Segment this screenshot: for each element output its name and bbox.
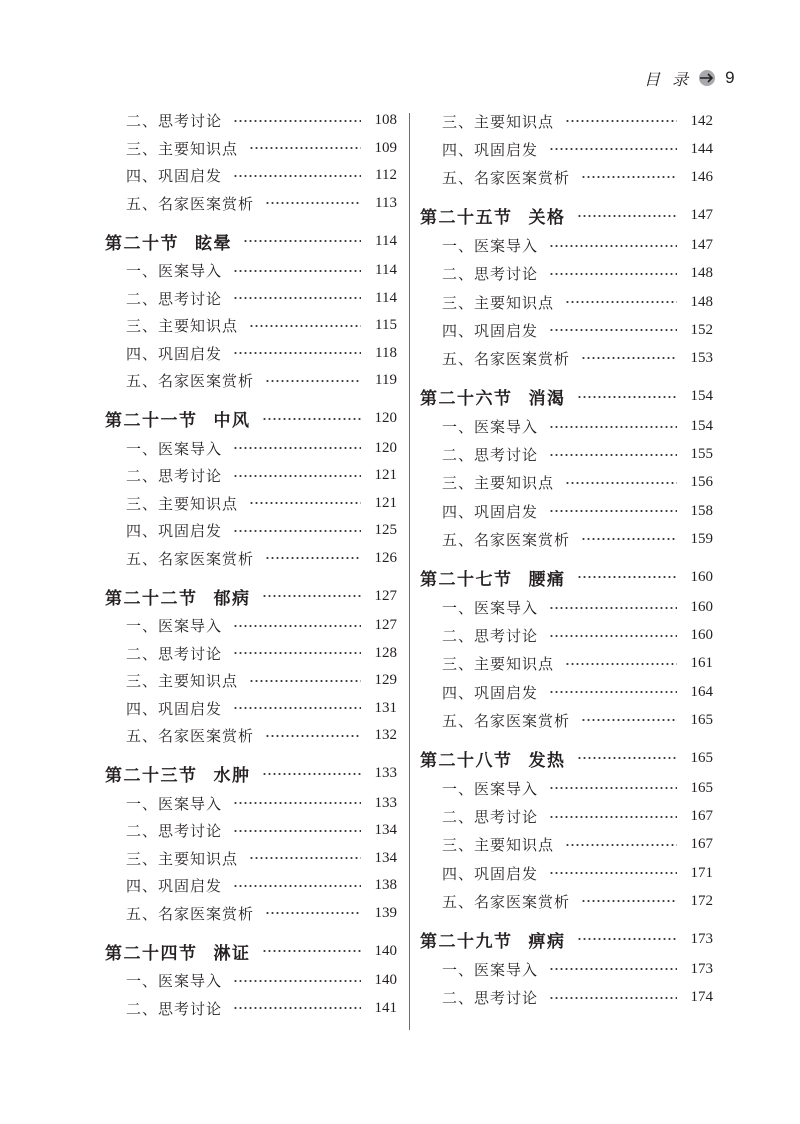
dot-leader <box>565 300 676 304</box>
toc-entry-page: 133 <box>374 794 397 811</box>
dot-leader <box>233 119 360 123</box>
column-divider <box>409 113 410 1030</box>
section-page: 165 <box>690 749 713 766</box>
toc-entry-label: 四、巩固启发 <box>126 699 223 718</box>
section-title: 郁病 <box>213 588 251 609</box>
toc-entry-page: 129 <box>374 672 397 689</box>
toc-section-heading <box>420 742 713 774</box>
toc-entry-page: 159 <box>690 530 713 547</box>
toc-section-heading <box>105 758 397 790</box>
section-page: 173 <box>690 930 713 947</box>
toc-section-heading <box>420 381 713 413</box>
toc-entry-label: 一、医案导入 <box>126 794 223 813</box>
toc-entry-page: 160 <box>690 627 713 644</box>
section-title: 发热 <box>528 750 566 771</box>
section-number: 第二十六节 <box>420 389 513 409</box>
running-header <box>644 67 735 89</box>
dot-leader <box>249 679 360 683</box>
toc-entry-page: 171 <box>690 864 713 881</box>
dot-leader <box>549 996 676 1000</box>
toc-entry-label: 三、主要知识点 <box>442 474 555 493</box>
toc-entry <box>105 462 397 490</box>
toc-entry-label: 五、名家医案赏析 <box>442 168 571 187</box>
toc-entry-label: 二、思考讨论 <box>126 467 223 486</box>
dot-leader <box>233 884 360 888</box>
toc-entry <box>420 344 713 372</box>
toc-entry-page: 134 <box>374 822 397 839</box>
toc-entry-label: 五、名家医案赏析 <box>126 727 255 746</box>
toc-entry-page: 125 <box>374 522 397 539</box>
dot-leader <box>233 529 360 533</box>
dot-leader <box>549 690 676 694</box>
toc-entry-label: 四、巩固启发 <box>442 683 539 702</box>
toc-entry <box>105 612 397 640</box>
dot-leader <box>549 328 676 332</box>
dot-leader <box>549 815 676 819</box>
toc-entry-label: 二、思考讨论 <box>126 112 223 131</box>
toc-section-heading <box>420 200 713 232</box>
toc-entry-page: 172 <box>690 892 713 909</box>
arrow-right-icon <box>697 68 717 88</box>
dot-leader <box>233 651 360 655</box>
dot-leader <box>565 662 676 666</box>
toc-section-heading <box>105 225 397 257</box>
section-number: 第二十七节 <box>420 569 513 590</box>
toc-entry <box>420 678 713 706</box>
section-title: 淋证 <box>213 943 251 964</box>
dot-leader <box>549 425 676 429</box>
section-page: 140 <box>374 942 397 959</box>
toc-entry-label: 四、巩固启发 <box>126 167 223 186</box>
dot-leader <box>265 379 361 383</box>
toc-entry <box>420 650 713 678</box>
toc-entry <box>105 695 397 723</box>
toc-entry-page: 131 <box>374 699 397 716</box>
dot-leader <box>581 537 676 541</box>
page-number: 9 <box>725 68 735 87</box>
toc-entry-label: 四、巩固启发 <box>442 140 539 159</box>
dot-leader <box>549 453 676 457</box>
toc-entry-page: 109 <box>374 139 397 156</box>
toc-entry <box>105 790 397 818</box>
dot-leader <box>581 175 676 179</box>
dot-leader <box>581 718 676 722</box>
dot-leader <box>233 474 360 478</box>
toc-entry-label: 一、医案导入 <box>442 599 539 618</box>
toc-entry-label: 二、思考讨论 <box>442 989 539 1008</box>
toc-entry-page: 154 <box>690 418 713 435</box>
section-number: 第二十二节 <box>105 588 198 609</box>
header-title: 目 录 <box>644 69 689 89</box>
toc-entry-label: 三、主要知识点 <box>442 112 555 131</box>
toc-entry-label: 二、思考讨论 <box>442 808 539 827</box>
toc-entry <box>420 593 713 621</box>
toc-entry-page: 164 <box>690 683 713 700</box>
dot-leader <box>233 829 360 833</box>
toc-entry <box>420 163 713 191</box>
dot-leader <box>249 324 361 328</box>
toc-entry-page: 126 <box>374 549 397 566</box>
toc-entry <box>105 367 397 395</box>
toc-entry-label: 四、巩固启发 <box>126 522 223 541</box>
section-title: 关格 <box>528 208 566 229</box>
toc-entry <box>420 413 713 441</box>
toc-entry-label: 一、医案导入 <box>442 237 539 256</box>
toc-entry-page: 128 <box>374 644 397 661</box>
dot-leader <box>577 937 677 941</box>
toc-entry-page: 115 <box>375 317 397 334</box>
toc-entry-label: 三、主要知识点 <box>126 494 239 513</box>
toc-entry-page: 139 <box>374 904 397 921</box>
toc-entry-label: 四、巩固启发 <box>442 864 539 883</box>
toc-entry-page: 148 <box>690 265 713 282</box>
toc-entry <box>420 288 713 316</box>
toc-entry <box>105 435 397 463</box>
toc-entry-label: 四、巩固启发 <box>442 502 539 521</box>
toc-entry-page: 114 <box>375 289 397 306</box>
toc-entry <box>420 107 713 135</box>
toc-entry <box>105 872 397 900</box>
toc-entry-label: 四、巩固启发 <box>126 344 223 363</box>
toc-section-heading <box>420 561 713 593</box>
section-number: 第二十节 <box>105 233 179 254</box>
toc-entry <box>105 967 397 995</box>
toc-entry-label: 三、主要知识点 <box>442 655 555 674</box>
section-number: 第二十三节 <box>105 766 198 786</box>
section-page: 160 <box>690 568 713 585</box>
toc-entry-label: 五、名家医案赏析 <box>442 530 571 549</box>
toc-section-heading <box>105 935 397 967</box>
dot-leader <box>265 734 360 738</box>
toc-entry <box>420 316 713 344</box>
toc-entry-label: 三、主要知识点 <box>126 849 239 868</box>
toc-entry-label: 三、主要知识点 <box>442 293 555 312</box>
toc-entry <box>105 900 397 928</box>
dot-leader <box>549 244 676 248</box>
section-page: 147 <box>690 207 713 224</box>
toc-entry-label: 五、名家医案赏析 <box>442 892 571 911</box>
toc-section-heading <box>420 923 713 955</box>
dot-leader <box>577 395 677 399</box>
toc-entry <box>420 831 713 859</box>
toc-entry-label: 五、名家医案赏析 <box>126 372 255 391</box>
toc-right-column <box>420 107 713 1012</box>
toc-entry-page: 121 <box>374 467 397 484</box>
toc-entry-page: 165 <box>690 779 713 796</box>
toc-entry <box>105 640 397 668</box>
toc-entry-page: 156 <box>690 474 713 491</box>
toc-entry-label: 二、思考讨论 <box>126 999 223 1018</box>
toc-entry <box>420 859 713 887</box>
section-page: 114 <box>375 232 397 249</box>
toc-entry-page: 140 <box>374 972 397 989</box>
toc-entry <box>420 622 713 650</box>
toc-entry <box>105 257 397 285</box>
toc-entry <box>420 887 713 915</box>
dot-leader <box>249 856 360 860</box>
toc-entry <box>105 545 397 573</box>
toc-entry <box>105 285 397 313</box>
toc-entry <box>105 340 397 368</box>
dot-leader <box>262 949 361 953</box>
toc-entry-page: 119 <box>375 372 397 389</box>
toc-entry-page: 132 <box>374 727 397 744</box>
toc-entry-page: 174 <box>690 989 713 1006</box>
toc-entry <box>420 984 713 1012</box>
toc-entry-page: 167 <box>690 808 713 825</box>
toc-entry-page: 158 <box>690 502 713 519</box>
dot-leader <box>565 119 676 123</box>
toc-entry <box>420 260 713 288</box>
toc-entry <box>420 955 713 983</box>
section-number: 第二十八节 <box>420 750 513 771</box>
dot-leader <box>577 756 677 760</box>
toc-entry <box>105 722 397 750</box>
toc-entry <box>105 135 397 163</box>
toc-entry <box>105 995 397 1023</box>
dot-leader <box>233 269 361 273</box>
dot-leader <box>549 967 676 971</box>
toc-entry-label: 三、主要知识点 <box>126 672 239 691</box>
section-page: 154 <box>690 388 713 404</box>
toc-entry <box>105 107 397 135</box>
toc-entry-page: 146 <box>690 168 713 185</box>
dot-leader <box>243 239 361 243</box>
toc-entry-page: 108 <box>374 112 397 129</box>
toc-entry <box>420 706 713 734</box>
dot-leader <box>577 575 677 579</box>
dot-leader <box>262 417 361 421</box>
dot-leader <box>265 911 360 915</box>
toc-entry <box>105 190 397 218</box>
toc-entry <box>420 803 713 831</box>
toc-entry-page: 144 <box>690 140 713 157</box>
toc-entry-label: 二、思考讨论 <box>126 644 223 663</box>
dot-leader <box>233 706 360 710</box>
dot-leader <box>262 594 361 598</box>
dot-leader <box>549 272 676 276</box>
toc-entry-page: 138 <box>374 877 397 894</box>
toc-entry <box>105 162 397 190</box>
toc-entry-label: 三、主要知识点 <box>442 836 555 855</box>
toc-entry-page: 141 <box>374 999 397 1016</box>
toc-entry-label: 二、思考讨论 <box>126 289 223 308</box>
dot-leader <box>233 446 360 450</box>
toc-entry-page: 142 <box>690 112 713 129</box>
toc-entry-page: 121 <box>374 494 397 511</box>
section-number: 第二十九节 <box>420 931 513 952</box>
toc-entry-page: 148 <box>690 293 713 310</box>
toc-entry-label: 一、医案导入 <box>442 960 539 979</box>
dot-leader <box>577 214 677 218</box>
toc-entry-page: 161 <box>690 655 713 672</box>
toc-entry-label: 二、思考讨论 <box>442 627 539 646</box>
toc-entry-label: 一、医案导入 <box>126 617 223 636</box>
toc-entry-label: 一、医案导入 <box>126 972 223 991</box>
toc-entry-page: 147 <box>690 237 713 254</box>
toc-entry-page: 113 <box>375 194 397 211</box>
toc-entry-page: 153 <box>690 349 713 366</box>
toc-entry-label: 五、名家医案赏析 <box>126 549 255 568</box>
toc-entry-page: 165 <box>690 711 713 728</box>
section-title: 腰痛 <box>528 569 566 590</box>
dot-leader <box>549 786 676 790</box>
dot-leader <box>233 296 361 300</box>
section-number: 第二十四节 <box>105 943 198 964</box>
toc-entry-page: 118 <box>375 344 397 361</box>
toc-entry-label: 一、医案导入 <box>126 262 223 281</box>
toc-entry-label: 一、医案导入 <box>442 779 539 798</box>
dot-leader <box>233 174 361 178</box>
section-title: 中风 <box>213 411 251 431</box>
toc-entry <box>105 517 397 545</box>
toc-entry-label: 五、名家医案赏析 <box>126 904 255 923</box>
dot-leader <box>265 201 361 205</box>
toc-entry-page: 112 <box>375 167 397 184</box>
dot-leader <box>565 843 676 847</box>
dot-leader <box>549 871 676 875</box>
toc-entry <box>105 312 397 340</box>
dot-leader <box>233 979 360 983</box>
toc-entry-label: 一、医案导入 <box>442 418 539 437</box>
toc-section-heading <box>105 580 397 612</box>
toc-entry-label: 三、主要知识点 <box>126 139 239 158</box>
section-title: 消渴 <box>528 389 566 409</box>
dot-leader <box>249 501 360 505</box>
toc-entry-label: 二、思考讨论 <box>442 446 539 465</box>
dot-leader <box>233 624 360 628</box>
dot-leader <box>233 801 360 805</box>
toc-entry <box>420 135 713 163</box>
section-title: 眩晕 <box>195 233 232 254</box>
toc-entry-label: 一、医案导入 <box>126 439 223 458</box>
toc-entry-page: 114 <box>375 262 397 279</box>
toc-entry <box>420 497 713 525</box>
dot-leader <box>581 356 676 360</box>
section-number: 第二十五节 <box>420 208 513 229</box>
toc-entry <box>420 469 713 497</box>
toc-entry-page: 134 <box>374 849 397 866</box>
dot-leader <box>265 556 360 560</box>
section-page: 133 <box>374 765 397 781</box>
toc-entry-page: 167 <box>690 836 713 853</box>
toc-entry-page: 173 <box>690 960 713 977</box>
toc-entry-page: 160 <box>690 599 713 616</box>
toc-entry-label: 五、名家医案赏析 <box>442 349 571 368</box>
dot-leader <box>549 606 676 610</box>
toc-entry <box>420 441 713 469</box>
dot-leader <box>233 1006 360 1010</box>
section-number: 第二十一节 <box>105 411 198 431</box>
toc-entry-label: 二、思考讨论 <box>442 265 539 284</box>
toc-entry <box>105 845 397 873</box>
dot-leader <box>549 147 676 151</box>
section-page: 127 <box>374 587 397 604</box>
dot-leader <box>249 146 360 150</box>
toc-entry <box>420 774 713 802</box>
toc-entry <box>105 817 397 845</box>
toc-entry-page: 120 <box>374 439 397 456</box>
dot-leader <box>581 899 676 903</box>
toc-entry-label: 五、名家医案赏析 <box>126 194 255 213</box>
dot-leader <box>262 772 361 776</box>
toc-entry <box>420 232 713 260</box>
section-title: 水肿 <box>213 766 251 786</box>
toc-left-column <box>105 107 397 1022</box>
toc-entry-label: 四、巩固启发 <box>442 321 539 340</box>
toc-entry-label: 四、巩固启发 <box>126 877 223 896</box>
toc-entry-label: 二、思考讨论 <box>126 822 223 841</box>
toc-section-heading <box>105 403 397 435</box>
dot-leader <box>233 351 361 355</box>
dot-leader <box>549 509 676 513</box>
toc-entry-label: 三、主要知识点 <box>126 317 239 336</box>
toc-entry-page: 127 <box>374 617 397 634</box>
toc-entry-page: 152 <box>690 321 713 338</box>
toc-entry <box>105 490 397 518</box>
dot-leader <box>565 481 676 485</box>
section-title: 痹病 <box>528 931 566 952</box>
toc-entry-page: 155 <box>690 446 713 463</box>
toc-entry-label: 五、名家医案赏析 <box>442 711 571 730</box>
toc-entry <box>105 667 397 695</box>
toc-entry <box>420 525 713 553</box>
section-page: 120 <box>374 410 397 426</box>
dot-leader <box>549 634 676 638</box>
